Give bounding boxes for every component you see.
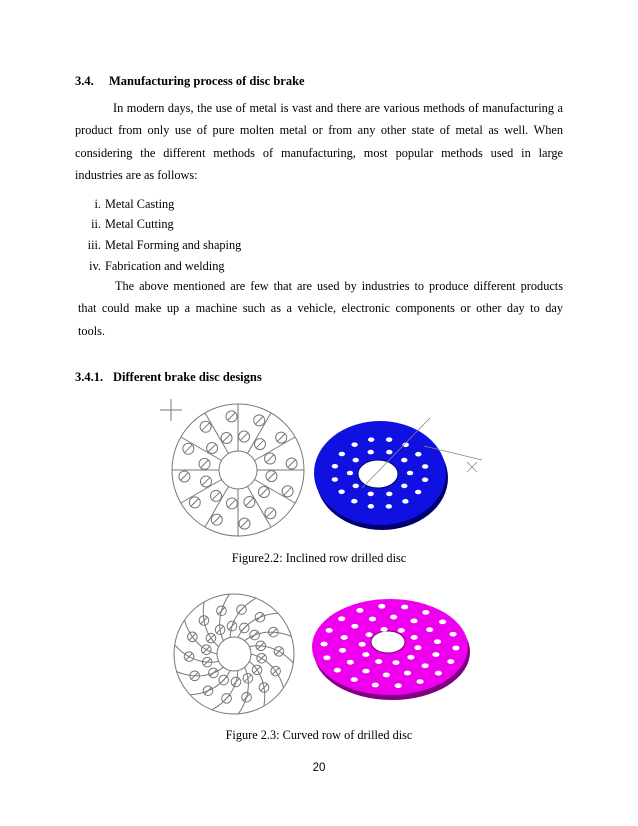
method-list-item: [75, 197, 174, 212]
curved-row-disc-drawing: [158, 590, 304, 716]
closing-line: The above mentioned are few that are used by industries to produce different products: [115, 279, 563, 293]
intro-line: considering the different methods of manufacturing, most popular methods used in large: [75, 145, 563, 160]
closing-line: that could make up a machine such as a vehicle, electronic components or other day to day: [78, 301, 563, 316]
subsection-heading: [75, 370, 262, 385]
list-text: Fabrication and welding: [105, 259, 225, 273]
figure-caption-2-2: Figure2.2: Inclined row drilled disc: [231, 551, 407, 565]
closing-line: tools.: [78, 323, 105, 338]
intro-paragraph: [75, 97, 563, 186]
curved-row-disc-render: [312, 592, 474, 706]
method-list-item: [75, 217, 174, 232]
section-heading: [75, 74, 305, 89]
page-number: 20: [312, 762, 326, 774]
list-marker: i.: [94, 197, 101, 211]
section-title: Manufacturing process of disc brake: [109, 74, 305, 88]
list-text: Metal Forming and shaping: [105, 238, 242, 252]
subsection-number: 3.4.1.: [75, 370, 104, 384]
section-number: 3.4.: [75, 74, 94, 88]
intro-line: industries are as follows:: [75, 167, 198, 182]
closing-paragraph: [78, 275, 563, 342]
method-list-item: [75, 259, 225, 274]
method-list-item: [75, 238, 241, 253]
list-text: Metal Cutting: [105, 217, 174, 231]
list-marker: iii.: [87, 238, 101, 252]
inclined-row-disc-drawing: [160, 398, 310, 543]
list-marker: iv.: [89, 259, 101, 273]
figure-caption-2-3: Figure 2.3: Curved row of drilled disc: [225, 728, 413, 742]
subsection-title: Different brake disc designs: [113, 370, 262, 384]
intro-line: product from only use of pure molten metal or from any other state of metal as well. When: [75, 123, 563, 138]
intro-line: In modern days, the use of metal is vast and there are various methods of manufacturing a: [113, 101, 563, 115]
inclined-row-disc-render: [312, 398, 490, 530]
list-marker: ii.: [91, 217, 101, 231]
list-text: Metal Casting: [105, 197, 175, 211]
